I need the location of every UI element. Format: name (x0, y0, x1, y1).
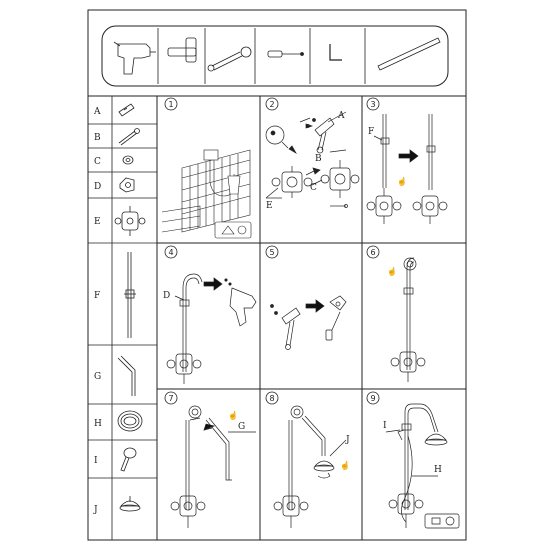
svg-text:☝: ☝ (397, 177, 407, 186)
step-8-illustration (274, 406, 350, 528)
step-3-illustration (367, 114, 447, 224)
callout-label: H (434, 465, 442, 475)
callout-label: G (238, 422, 246, 432)
svg-text:4: 4 (168, 248, 174, 257)
svg-text:5: 5 (269, 248, 275, 257)
part-letter: G (94, 372, 102, 382)
washer-icon (123, 156, 133, 164)
callout-label: B (315, 154, 322, 164)
screwdriver-icon (268, 51, 304, 57)
shower-arm-icon (118, 356, 135, 396)
part-letter: B (94, 133, 101, 143)
step-9-illustration (386, 404, 459, 528)
step-1-illustration (162, 150, 251, 238)
adjustable-wrench-icon (208, 47, 251, 71)
step-badge-9 (367, 392, 379, 404)
hammer-icon (168, 38, 196, 62)
step-badge-5 (266, 246, 278, 258)
step-4-illustration (167, 274, 256, 384)
shower-hose-icon (118, 411, 142, 431)
callout-label: F (368, 127, 375, 137)
hand-shower-icon (121, 448, 136, 471)
part-letter: F (94, 291, 101, 301)
svg-text:☝: ☝ (387, 267, 397, 276)
screw-icon (119, 129, 140, 146)
riser-rail-icon (124, 252, 136, 338)
svg-text:1: 1 (168, 100, 174, 109)
svg-text:2: 2 (269, 100, 275, 109)
hex-key-icon (330, 44, 342, 60)
outer-frame (88, 10, 466, 540)
part-letter: H (94, 419, 102, 429)
svg-text:☝: ☝ (228, 411, 238, 420)
spirit-level-icon (378, 38, 440, 70)
svg-text:7: 7 (168, 394, 174, 403)
step-badge-7 (165, 392, 177, 404)
shower-head-icon (120, 496, 140, 511)
tools-panel (102, 26, 448, 86)
step-badge-6 (367, 246, 379, 258)
step-badge-3 (367, 98, 379, 110)
drill-icon (114, 42, 156, 74)
step-badge-8 (266, 392, 278, 404)
part-letter: C (94, 157, 101, 167)
step-2-illustration (266, 112, 359, 208)
svg-text:8: 8 (269, 394, 275, 403)
svg-text:9: 9 (370, 394, 376, 403)
step-6-illustration (387, 258, 425, 382)
svg-text:☝: ☝ (340, 461, 350, 470)
bracket-icon (120, 178, 134, 192)
wall-plug-icon (119, 104, 134, 116)
callout-label: I (383, 421, 387, 431)
step-5-illustration (271, 296, 347, 350)
part-letter: D (94, 182, 102, 192)
svg-text:3: 3 (370, 100, 376, 109)
part-letter: J (94, 505, 98, 515)
callout-label: E (266, 201, 273, 211)
thermostatic-valve-icon (115, 206, 145, 236)
step-badge-2 (266, 98, 278, 110)
callout-label: J (346, 435, 350, 445)
svg-text:6: 6 (370, 248, 376, 257)
part-letter: A (94, 107, 101, 117)
step-badge-4 (165, 246, 177, 258)
step-badge-1 (165, 98, 177, 110)
callout-label: D (163, 291, 171, 301)
part-letter: E (94, 217, 101, 227)
part-letter: I (94, 456, 98, 466)
callout-label: A (338, 111, 345, 121)
callout-label: C (310, 183, 317, 193)
